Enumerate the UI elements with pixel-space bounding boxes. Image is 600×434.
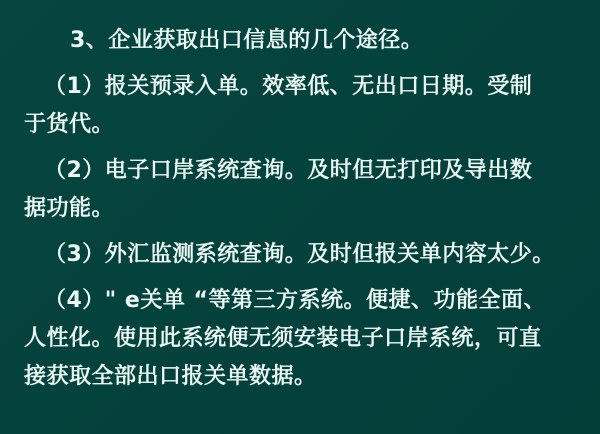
slide-title (24, 22, 574, 60)
paragraph-1 (24, 68, 574, 144)
text-line: （1）报关预录入单。效率低、无出口日期。受制 (44, 74, 533, 99)
text-line: 人性化。使用此系统便无须安装电子口岸系统，可直 (24, 326, 542, 351)
paragraph-4 (24, 282, 574, 396)
text-line: （4）" e关单 “等第三方系统。便捷、功能全面、 (44, 288, 546, 313)
text-line: 据功能。 (24, 196, 115, 221)
text-line: （3）外汇监测系统查询。及时但报关单内容太少。 (44, 242, 555, 267)
text-line: 接获取全部出口报关单数据。 (24, 364, 317, 389)
paragraph-3 (24, 236, 574, 274)
text-line: 于货代。 (24, 112, 115, 137)
text-line: （2）电子口岸系统查询。及时但无打印及导出数 (44, 158, 533, 183)
text-line: 3、企业获取出口信息的几个途径。 (70, 28, 424, 53)
paragraph-2 (24, 152, 574, 228)
